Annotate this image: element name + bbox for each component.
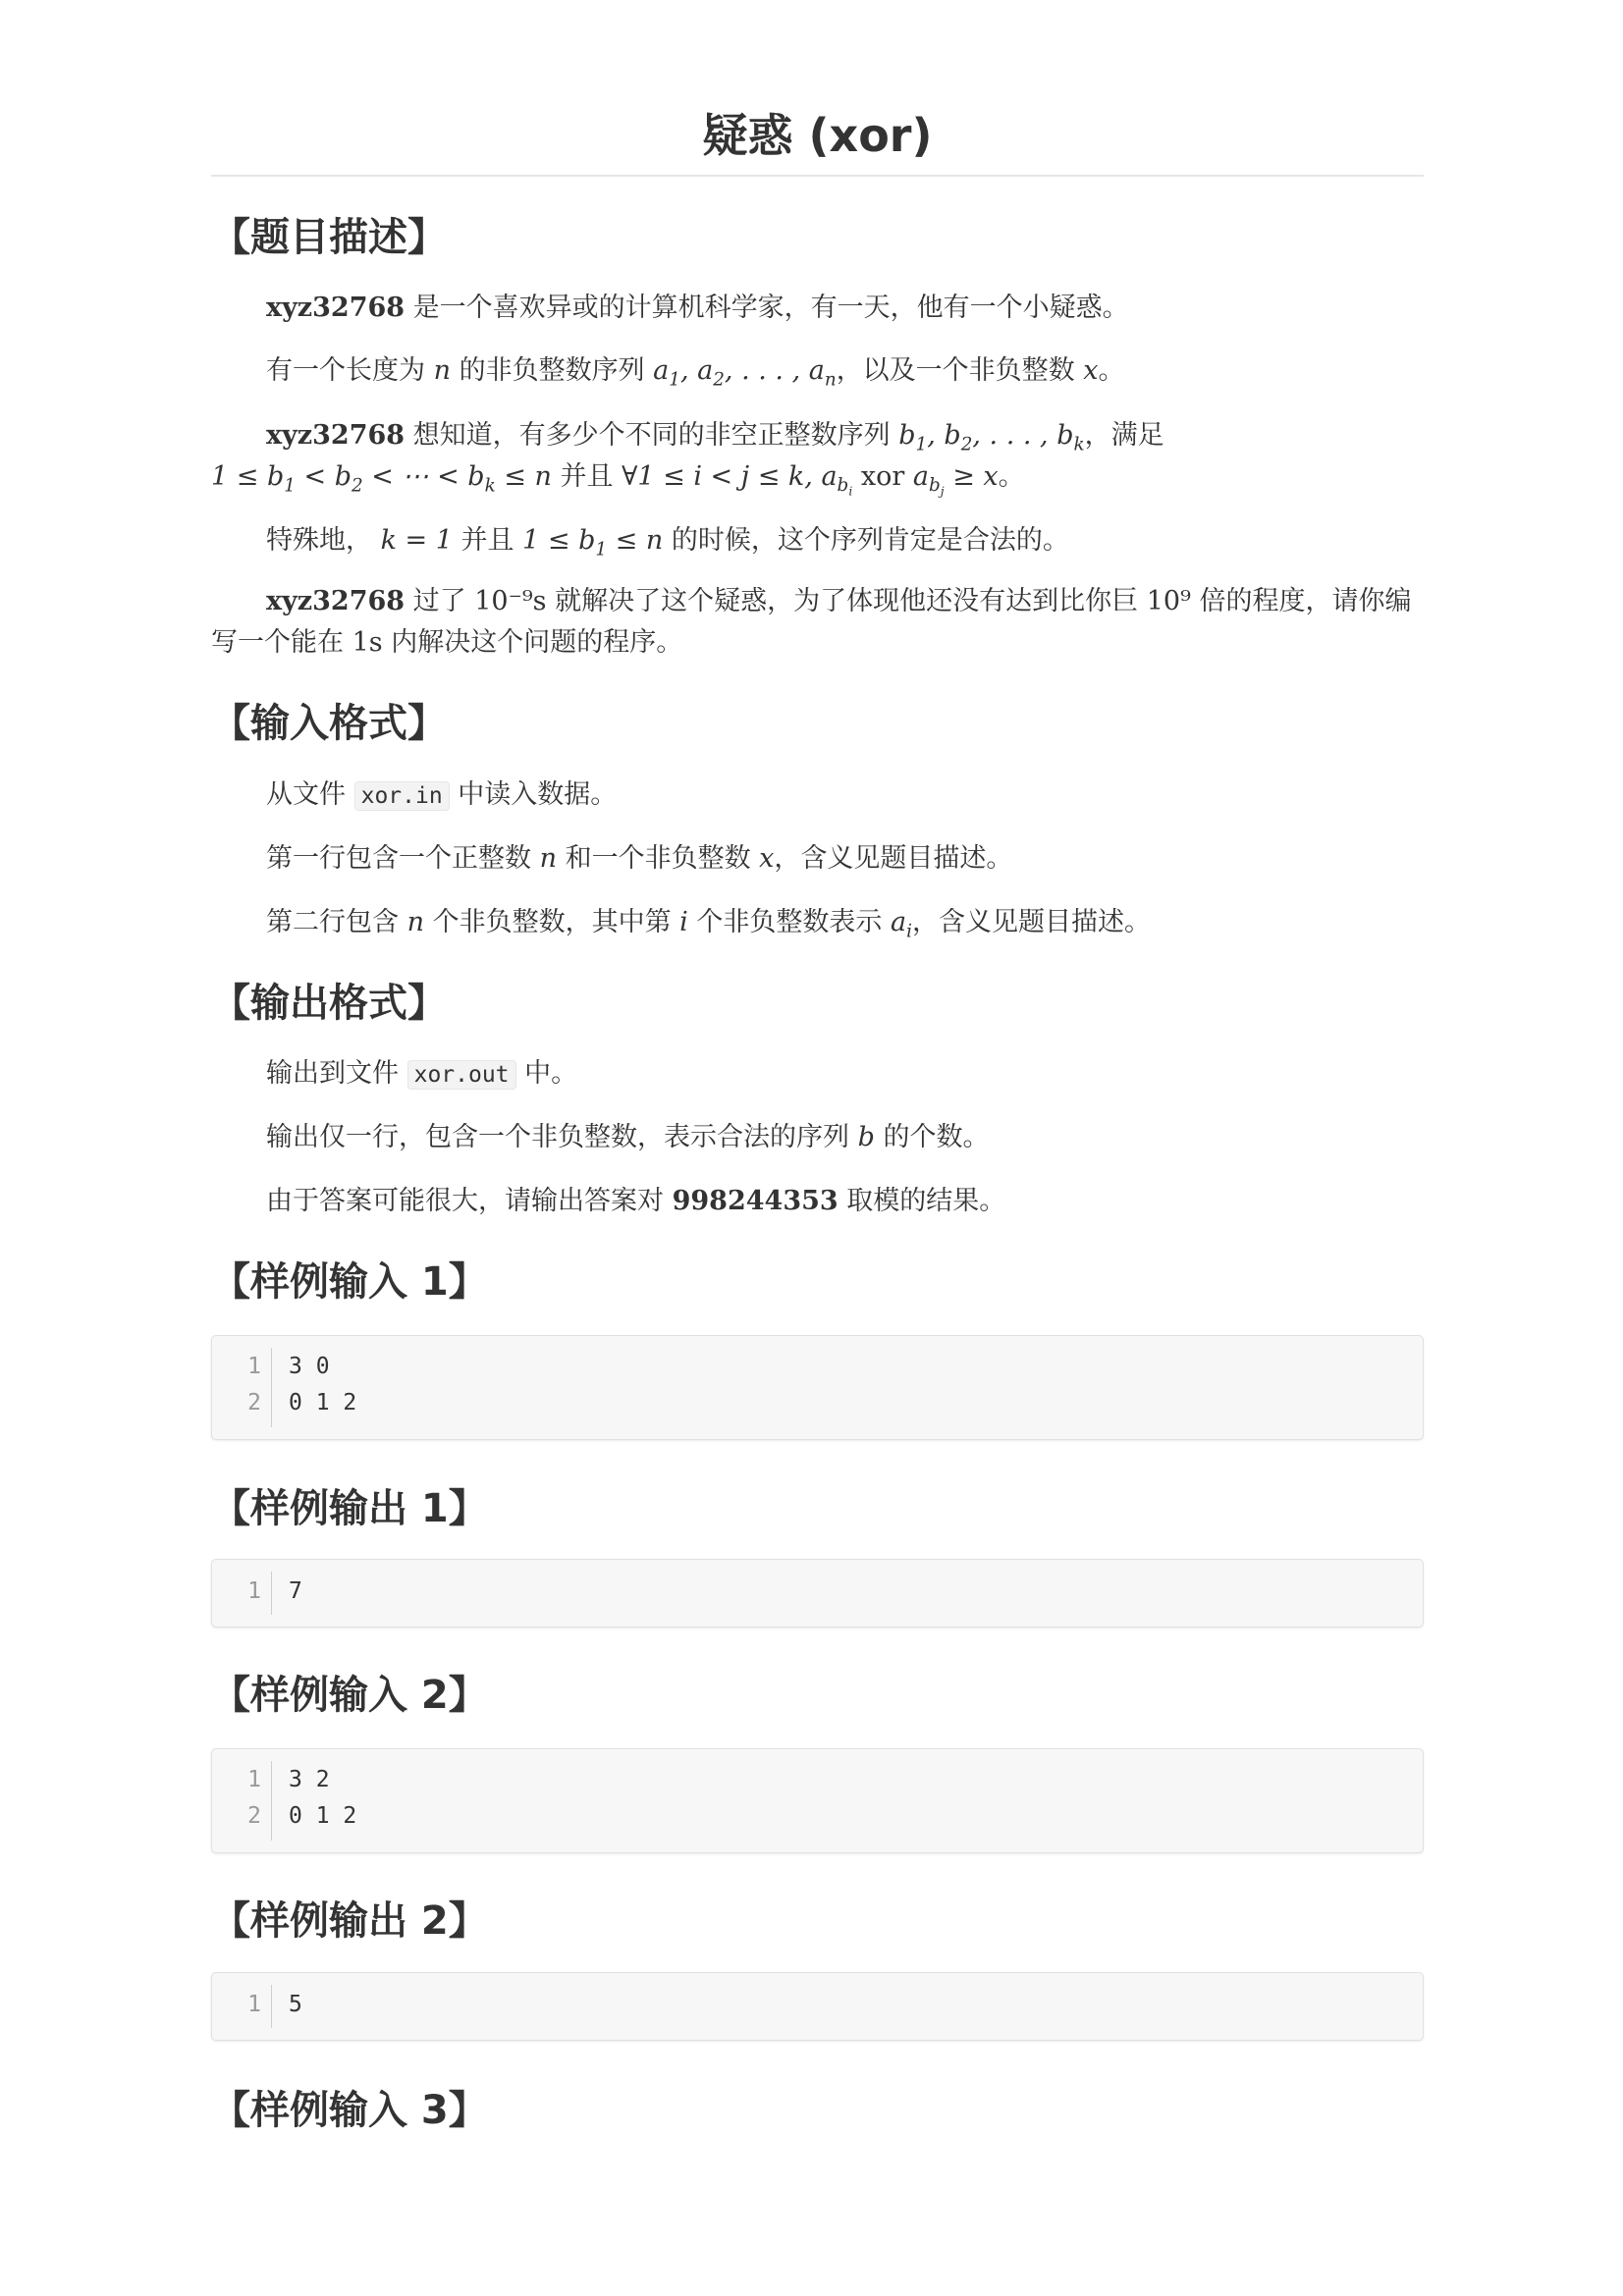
output-filename: xor.out	[407, 1060, 516, 1090]
line-number: 1	[247, 1767, 261, 1792]
sample-output-1-code	[211, 1559, 1424, 1628]
line-number: 2	[247, 1803, 261, 1829]
code-gutter	[271, 1985, 272, 2028]
section-heading-output: 【输出格式】	[211, 981, 447, 1026]
code-line: 7	[289, 1578, 302, 1604]
code-line: 0 1 2	[289, 1803, 357, 1829]
input-line-1: 从文件 xor.in 中读入数据。	[266, 779, 618, 810]
output-line-1: 输出到文件 xor.out 中。	[266, 1058, 578, 1089]
title-divider	[211, 175, 1424, 177]
desc-paragraph-1: xyz32768 是一个喜欢异或的计算机科学家，有一天，他有一个小疑惑。	[266, 293, 1129, 323]
line-number: 1	[247, 1992, 261, 2017]
section-heading-sample-input-2: 【样例输入 2】	[211, 1673, 488, 1718]
section-heading-sample-input-3: 【样例输入 3】	[211, 2088, 488, 2133]
code-gutter	[271, 1572, 272, 1615]
input-filename: xor.in	[354, 781, 450, 811]
desc-paragraph-3: xyz32768 想知道，有多少个不同的非空正整数序列 $b_1$, $b_2$, . . . , $b_k$，满足 $1 \le b_1 < b_2$ < ⋯ < $b_k \le n$ 并且 ∀1 ≤ i < j ≤ k, $a_{b_i}$ xor $a_{b_j} \ge x$。	[211, 420, 1164, 500]
section-heading-input: 【输入格式】	[211, 701, 447, 746]
line-number: 1	[247, 1354, 261, 1379]
code-line: 3 0	[289, 1354, 330, 1379]
desc-paragraph-2: 有一个长度为 n 的非负整数序列 $a_1$, $a_2$, . . . , $a_n$，以及一个非负整数 x。	[266, 355, 1125, 391]
line-number: 1	[247, 1578, 261, 1604]
input-line-3: 第二行包含 n 个非负整数，其中第 i 个非负整数表示 $a_i$，含义见题目描述。	[266, 907, 1151, 942]
code-line: 5	[289, 1992, 302, 2017]
code-gutter	[271, 1348, 272, 1427]
desc-paragraph-5: xyz32768 过了 10⁻⁹s 就解决了这个疑惑，为了体现他还没有达到比你巨 10⁹ 倍的程度，请你编写一个能在 1s 内解决这个问题的程序。	[211, 586, 1412, 658]
section-heading-description: 【题目描述】	[211, 215, 447, 260]
code-gutter	[271, 1761, 272, 1841]
code-line: 3 2	[289, 1767, 330, 1792]
code-line: 0 1 2	[289, 1390, 357, 1415]
sample-input-1-code	[211, 1335, 1424, 1440]
section-heading-sample-output-1: 【样例输出 1】	[211, 1486, 488, 1531]
page-title: 疑惑 (xor)	[702, 109, 933, 162]
desc-paragraph-4: 特殊地， k = 1 并且 $1 \le b_1 \le n$ 的时候，这个序列肯定是合法的。	[266, 525, 1069, 561]
line-number: 2	[247, 1390, 261, 1415]
output-line-3: 由于答案可能很大，请输出答案对 998244353 取模的结果。	[266, 1186, 1006, 1216]
section-heading-sample-output-2: 【样例输出 2】	[211, 1898, 488, 1944]
input-line-2: 第一行包含一个正整数 n 和一个非负整数 x，含义见题目描述。	[266, 843, 1013, 874]
sample-input-2-code	[211, 1748, 1424, 1853]
sample-output-2-code	[211, 1972, 1424, 2041]
output-line-2: 输出仅一行，包含一个非负整数，表示合法的序列 b 的个数。	[266, 1122, 990, 1152]
section-heading-sample-input-1: 【样例输入 1】	[211, 1259, 488, 1305]
